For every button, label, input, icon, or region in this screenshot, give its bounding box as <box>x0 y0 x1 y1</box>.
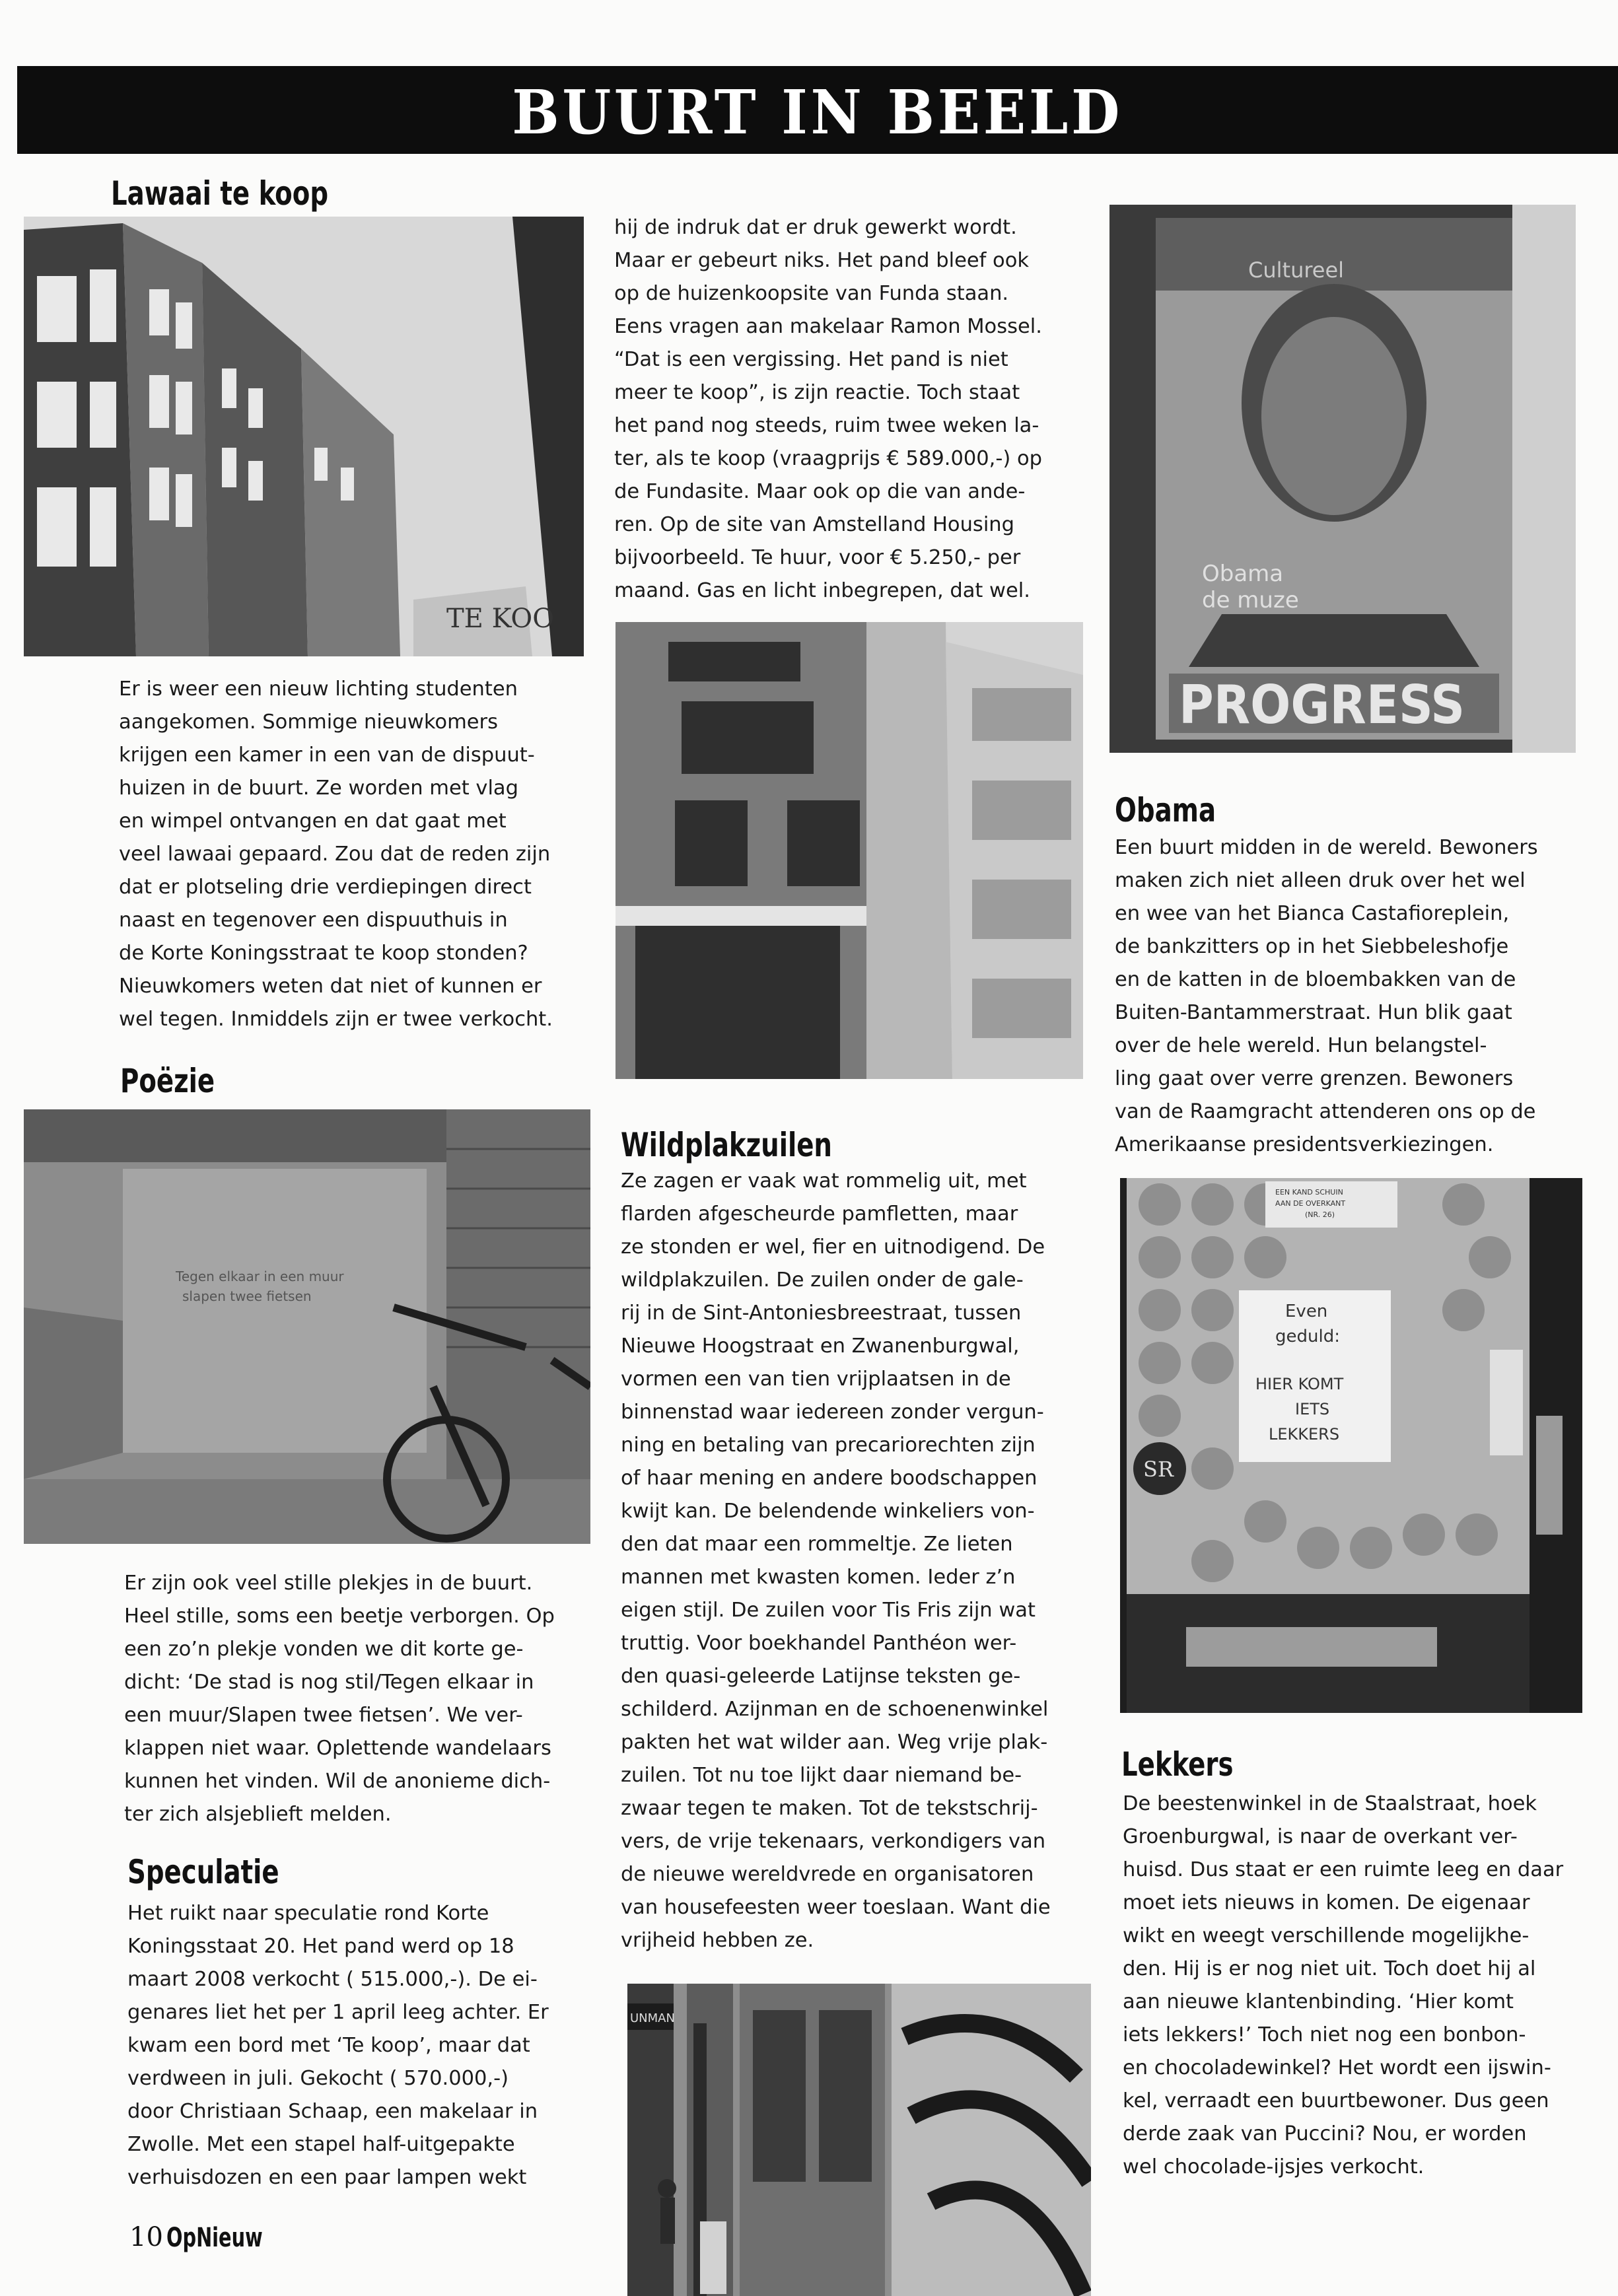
text-line: dicht: ‘De stad is nog stil/Tegen elkaar in <box>124 1671 534 1694</box>
body-wildplak <box>621 1165 1051 1957</box>
text-line: Een buurt midden in de wereld. Bewoners <box>1115 836 1538 859</box>
text-line: de Korte Koningsstraat te koop stonden? <box>119 942 528 965</box>
shop-sign-hier-komt: HIER KOMT <box>1255 1375 1344 1393</box>
body-obama <box>1115 831 1538 1162</box>
text-line: pakten het wat wilder aan. Weg vrije plak- <box>621 1731 1048 1754</box>
text-line: vers, de vrije tekenaars, verkondigers van <box>621 1830 1046 1853</box>
text-line: mannen met kwasten komen. Ieder z’n <box>621 1566 1016 1589</box>
poster-caption-muze: de muze <box>1202 587 1299 613</box>
shop-note-line-3: (NR. 26) <box>1305 1210 1335 1219</box>
text-line: verhuisdozen en een paar lampen wekt <box>127 2166 527 2189</box>
body-lawaai <box>119 673 553 1036</box>
text-line: vormen een van tien vrijplaatsen in de <box>621 1368 1011 1391</box>
photo-poem-wall <box>24 1109 590 1544</box>
text-line: binnenstad waar iedereen zonder vergun- <box>621 1401 1044 1424</box>
shop-note-line-2: AAN DE OVERKANT <box>1275 1199 1346 1208</box>
text-line: op de huizenkoopsite van Funda staan. <box>614 282 1009 305</box>
text-line: naast en tegenover een dispuuthuis in <box>119 909 508 932</box>
section-banner <box>17 66 1618 154</box>
text-line: aan nieuwe klantenbinding. ‘Hier komt <box>1123 1990 1514 2013</box>
text-line: door Christiaan Schaap, een makelaar in <box>127 2100 538 2123</box>
text-line: wel chocolade-ijsjes verkocht. <box>1123 2155 1425 2178</box>
text-line: maken zich niet alleen druk over het wel <box>1115 869 1526 892</box>
text-line: den dat maar een rommeltje. Ze lieten <box>621 1533 1013 1556</box>
photo-sign-text: TE KOO <box>446 604 554 634</box>
text-line: Het ruikt naar speculatie rond Korte <box>127 1902 489 1925</box>
text-line: zwaar tegen te maken. Tot de tekstschrij- <box>621 1797 1038 1820</box>
shop-sign-iets: IETS <box>1295 1400 1330 1418</box>
heading-speculatie: Speculatie <box>127 1853 279 1891</box>
text-line: en wee van het Bianca Castafioreplein, <box>1115 902 1510 925</box>
body-lekkers <box>1123 1788 1563 2184</box>
photo-street-columns <box>627 1984 1091 2296</box>
text-line: derde zaak van Puccini? Nou, er worden <box>1123 2122 1527 2145</box>
heading-poezie: Poëzie <box>120 1062 215 1100</box>
heading-lawaai: Lawaai te koop <box>111 174 329 213</box>
text-line: wildplakzuilen. De zuilen onder de gale- <box>621 1269 1024 1292</box>
text-line: veel lawaai gepaard. Zou dat de reden zijn <box>119 843 551 866</box>
text-line: Ze zagen er vaak wat rommelig uit, met <box>621 1169 1027 1193</box>
text-line: en wimpel ontvangen en dat gaat met <box>119 810 507 833</box>
heading-obama: Obama <box>1115 791 1216 829</box>
text-line: hij de indruk dat er druk gewerkt wordt. <box>614 216 1017 239</box>
banner-title: BUURT IN BEELD <box>512 76 1123 148</box>
text-line: van housefeesten weer toeslaan. Want die <box>621 1896 1051 1919</box>
photo-obama-poster <box>1109 205 1576 753</box>
text-line: aangekomen. Sommige nieuwkomers <box>119 711 498 734</box>
text-line: ter, als te koop (vraagprijs € 589.000,-) op <box>614 447 1042 470</box>
text-line: dat er plotseling drie verdiepingen direct <box>119 876 532 899</box>
text-line: Nieuwe Hoogstraat en Zwanenburgwal, <box>621 1335 1020 1358</box>
text-line: Nieuwkomers weten dat niet of kunnen er <box>119 975 542 998</box>
text-line: ning en betaling van precariorechten zijn <box>621 1434 1036 1457</box>
text-line: wel tegen. Inmiddels zijn er twee verkocht. <box>119 1008 553 1031</box>
text-line: den quasi-geleerde Latijnse teksten ge- <box>621 1665 1021 1688</box>
heading-lekkers: Lekkers <box>1121 1745 1234 1784</box>
poster-progress-text: PROGRESS <box>1179 674 1465 736</box>
photo-house-front <box>616 622 1083 1079</box>
text-line: ter zich alsjeblieft melden. <box>124 1803 392 1826</box>
shop-logo-text: SR <box>1143 1457 1174 1482</box>
text-line: de bankzitters op in het Siebbeleshofje <box>1115 935 1509 958</box>
text-line: kunnen het vinden. Wil de anonieme dich- <box>124 1770 551 1793</box>
text-line: wikt en weegt verschillende mogelijkhe- <box>1123 1924 1530 1947</box>
text-line: van de Raamgracht attenderen ons op de <box>1115 1100 1536 1123</box>
text-line: rij in de Sint-Antoniesbreestraat, tussen <box>621 1302 1022 1325</box>
shop-sign-geduld: geduld: <box>1275 1327 1340 1346</box>
text-line: schilderd. Azijnman en de schoenenwinkel <box>621 1698 1049 1721</box>
text-line: kwam een bord met ‘Te koop’, maar dat <box>127 2034 530 2057</box>
text-line: Koningsstaat 20. Het pand werd op 18 <box>127 1935 514 1958</box>
heading-wildplak: Wildplakzuilen <box>621 1126 832 1164</box>
body-speculatie-continued <box>614 211 1042 608</box>
text-line: flarden afgescheurde pamfletten, maar <box>621 1202 1018 1226</box>
text-line: verdween in juli. Gekocht ( 570.000,-) <box>127 2067 509 2090</box>
text-line: Eens vragen aan makelaar Ramon Mossel. <box>614 315 1042 338</box>
text-line: Er is weer een nieuw lichting studenten <box>119 678 518 701</box>
text-line: Groenburgwal, is naar de overkant ver- <box>1123 1825 1518 1848</box>
poster-top-text: Cultureel <box>1248 258 1345 283</box>
text-line: ze stonden er wel, fier en uitnodigend. De <box>621 1235 1045 1259</box>
text-line: genares liet het per 1 april leeg achter. Er <box>127 2001 549 2024</box>
text-line: den. Hij is er nog niet uit. Toch doet hij al <box>1123 1957 1536 1980</box>
text-line: Er zijn ook veel stille plekjes in de buurt. <box>124 1572 533 1595</box>
text-line: de Fundasite. Maar ook op die van ande- <box>614 480 1026 503</box>
text-line: het pand nog steeds, ruim twee weken la- <box>614 414 1039 437</box>
text-line: truttig. Voor boekhandel Panthéon wer- <box>621 1632 1017 1655</box>
text-line: Buiten-Bantammerstraat. Hun blik gaat <box>1115 1001 1512 1024</box>
text-line: over de hele wereld. Hun belangstel- <box>1115 1034 1487 1057</box>
street-shop-sign: UNMAN <box>630 2011 675 2025</box>
text-line: kel, verraadt een buurtbewoner. Dus geen <box>1123 2089 1549 2112</box>
text-line: De beestenwinkel in de Staalstraat, hoek <box>1123 1792 1537 1815</box>
text-line: kwijt kan. De belendende winkeliers von- <box>621 1500 1035 1523</box>
text-line: huizen in de buurt. Ze worden met vlag <box>119 777 518 800</box>
text-line: bijvoorbeeld. Te huur, voor € 5.250,- per <box>614 546 1021 569</box>
poem-line-2: slapen twee fietsen <box>182 1288 312 1304</box>
text-line: maand. Gas en licht inbegrepen, dat wel. <box>614 579 1030 602</box>
magazine-brand: OpNieuw <box>166 2223 263 2253</box>
text-line: zuilen. Tot nu toe lijkt daar niemand be- <box>621 1764 1022 1787</box>
text-line: een zo’n plekje vonden we dit korte ge- <box>124 1638 524 1661</box>
text-line: meer te koop”, is zijn reactie. Toch staat <box>614 381 1020 404</box>
text-line: of haar mening en andere boodschappen <box>621 1467 1038 1490</box>
body-poezie <box>124 1567 555 1831</box>
text-line: klappen niet waar. Oplettende wandelaars <box>124 1737 551 1760</box>
text-line: de nieuwe wereldvrede en organisatoren <box>621 1863 1034 1886</box>
text-line: huisd. Dus staat er een ruimte leeg en daar <box>1123 1858 1564 1881</box>
shop-sign-lekkers: LEKKERS <box>1269 1425 1340 1444</box>
text-line: Zwolle. Met een stapel half-uitgepakte <box>127 2133 515 2156</box>
photo-building-facades <box>24 217 584 656</box>
page-number: 10 <box>129 2222 163 2252</box>
text-line: en de katten in de bloembakken van de <box>1115 968 1516 991</box>
text-line: iets lekkers!’ Toch niet nog een bonbon- <box>1123 2023 1526 2046</box>
text-line: “Dat is een vergissing. Het pand is niet <box>614 348 1008 371</box>
shop-sign-even: Even <box>1285 1302 1328 1321</box>
text-line: een muur/Slapen twee fietsen’. We ver- <box>124 1704 523 1727</box>
text-line: ren. Op de site van Amstelland Housing <box>614 513 1014 536</box>
text-line: maart 2008 verkocht ( 515.000,-). De ei- <box>127 1968 538 1991</box>
body-speculatie <box>127 1897 549 2194</box>
text-line: Maar er gebeurt niks. Het pand bleef ook <box>614 249 1030 272</box>
text-line: eigen stijl. De zuilen voor Tis Fris zijn wat <box>621 1599 1036 1622</box>
poster-caption-obama: Obama <box>1202 561 1284 587</box>
text-line: ling gaat over verre grenzen. Bewoners <box>1115 1067 1514 1090</box>
text-line: Amerikaanse presidentsverkiezingen. <box>1115 1133 1494 1156</box>
text-line: moet iets nieuws in komen. De eigenaar <box>1123 1891 1530 1914</box>
text-line: en chocoladewinkel? Het wordt een ijswin- <box>1123 2056 1551 2079</box>
shop-note-line-1: EEN KAND SCHUIN <box>1275 1188 1343 1197</box>
text-line: vrijheid hebben ze. <box>621 1929 814 1952</box>
text-line: krijgen een kamer in een van de dispuut- <box>119 744 535 767</box>
text-line: Heel stille, soms een beetje verborgen. Op <box>124 1605 555 1628</box>
photo-shop-window <box>1120 1178 1582 1713</box>
poem-line-1: Tegen elkaar in een muur <box>176 1269 344 1284</box>
